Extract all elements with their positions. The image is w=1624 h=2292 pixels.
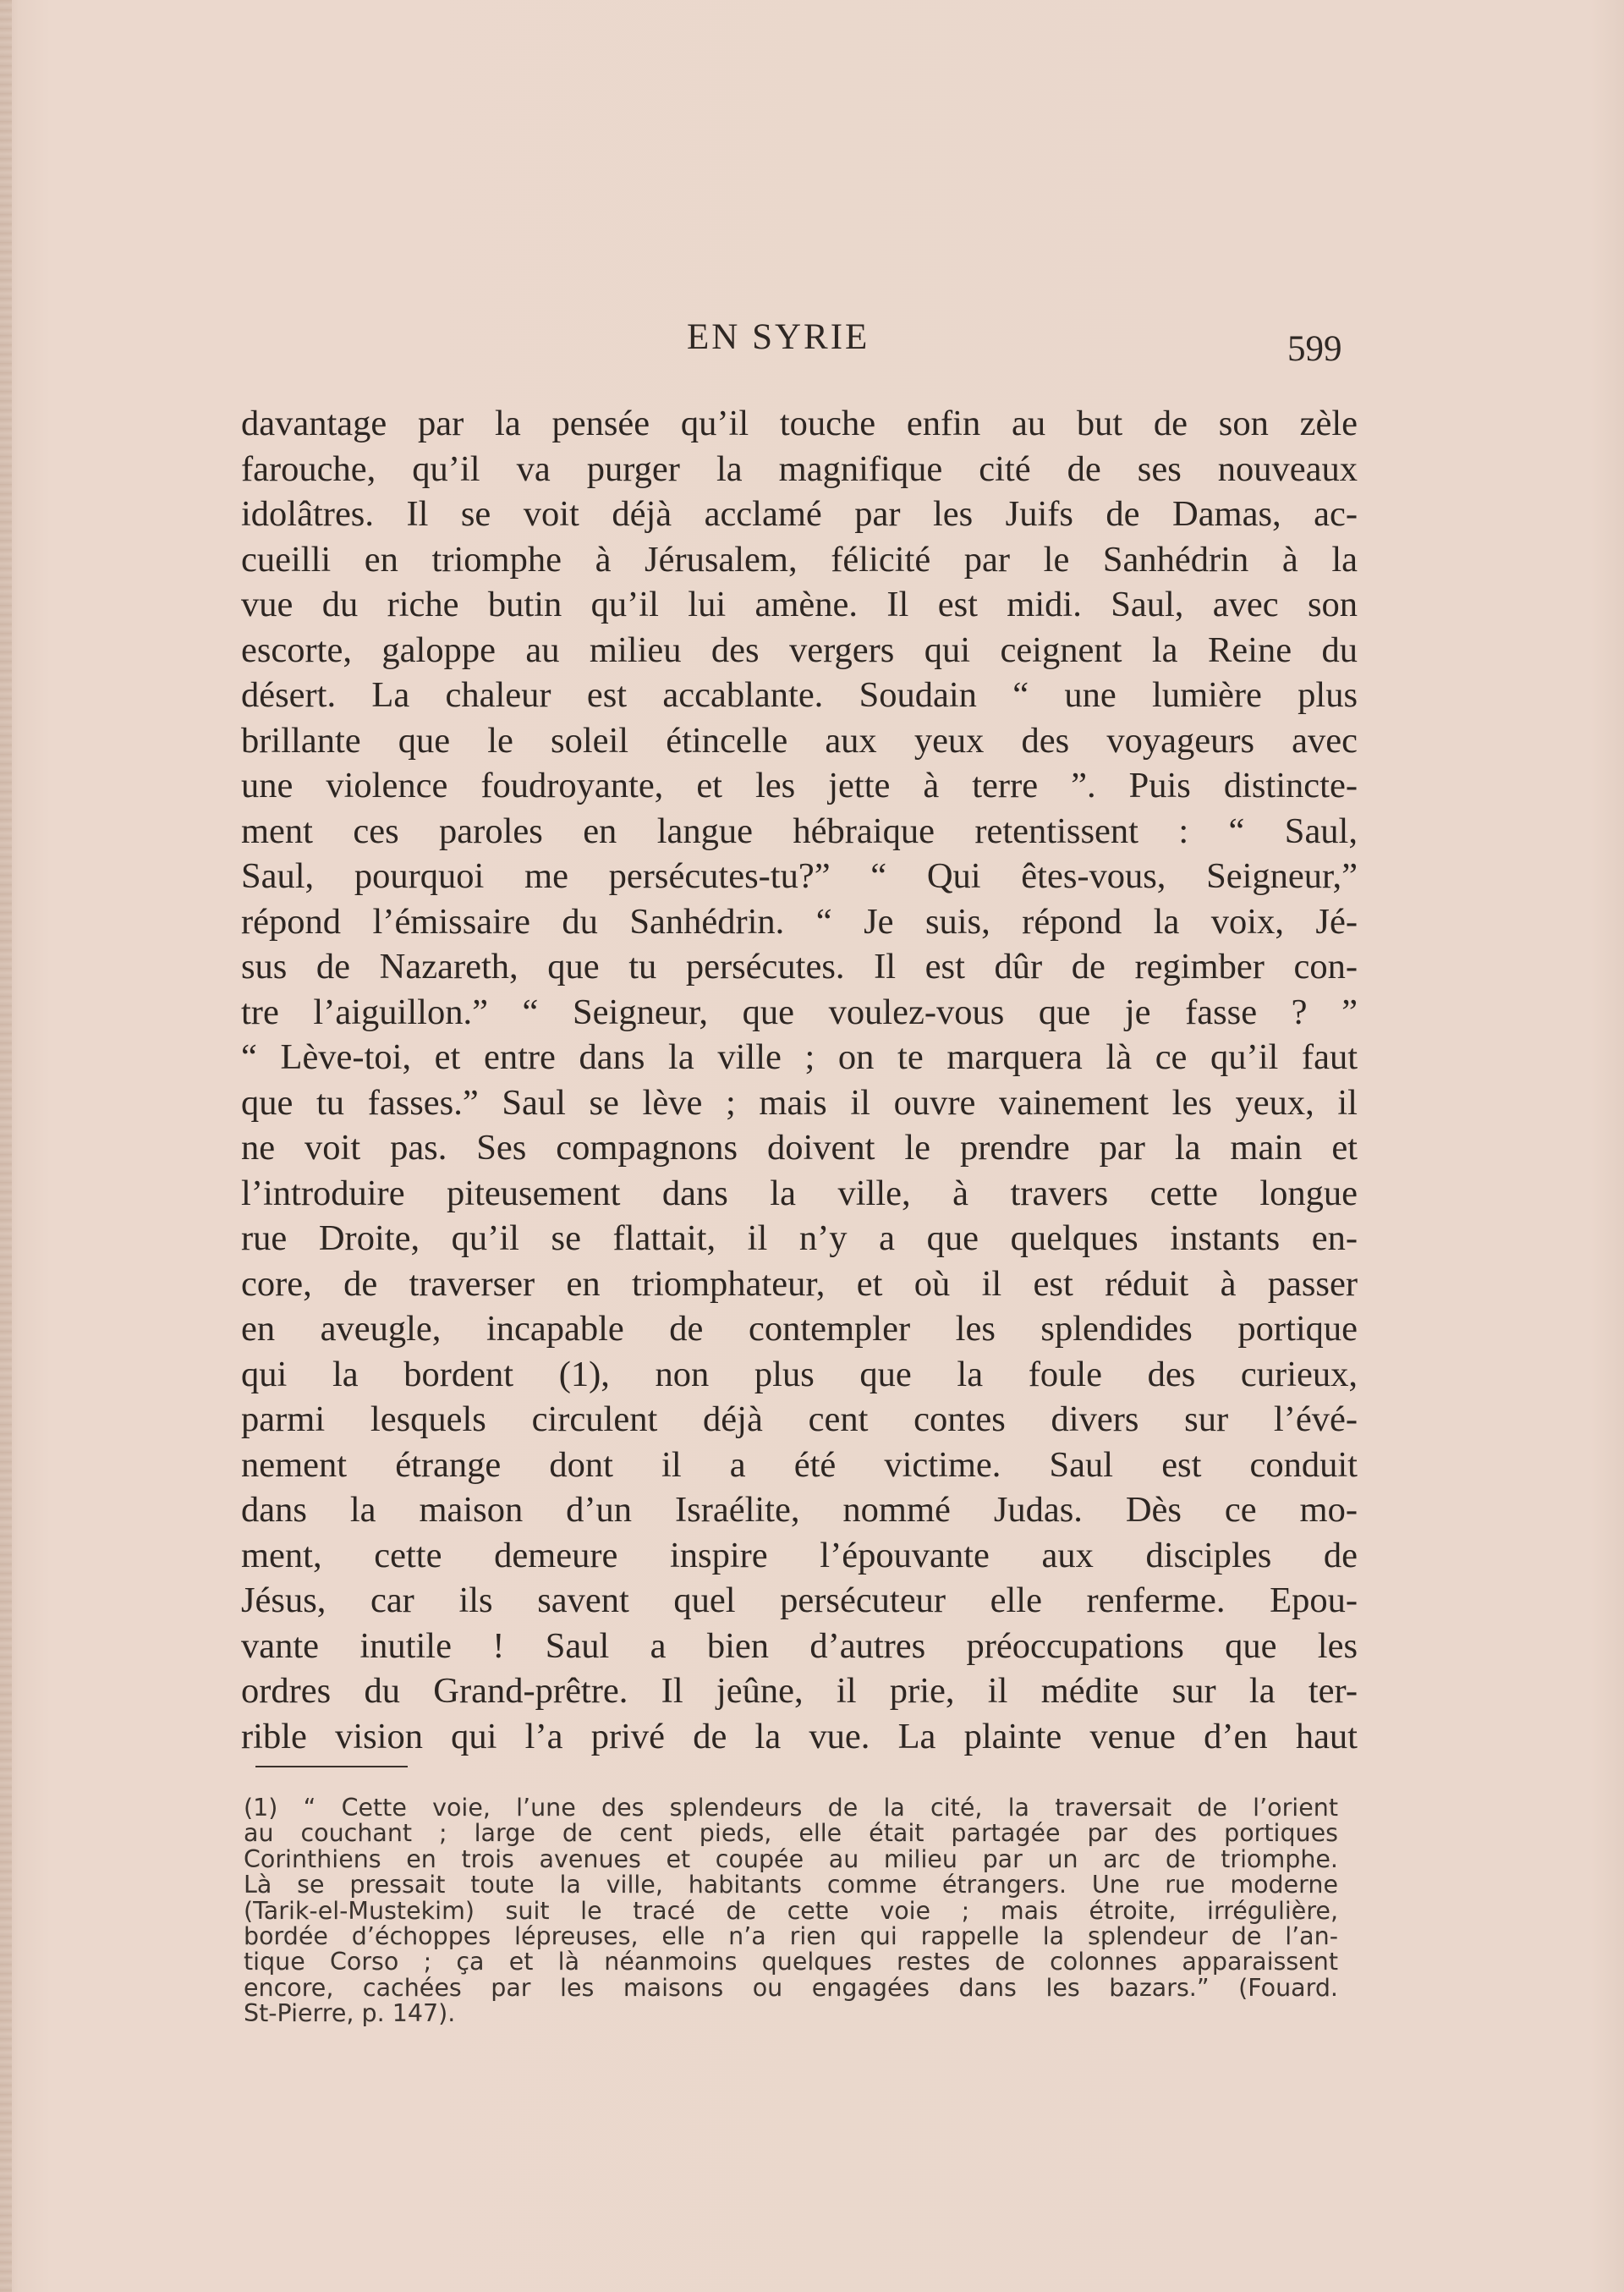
body-line: farouche, qu’il va purger la magnifique cité de ses nouveaux: [241, 448, 1358, 489]
body-line: désert. La chaleur est accablante. Soudain “ une lumière plus: [241, 675, 1358, 715]
body-line: une violence foudroyante, et les jette à terre ”. Puis distincte-: [241, 766, 1358, 805]
body-line: rible vision qui l’a privé de la vue. La plainte venue d’en haut: [241, 1716, 1358, 1756]
body-line: nement étrange dont il a été victime. Saul est conduit: [241, 1444, 1358, 1485]
footnote: [244, 1795, 1338, 2027]
body-line: “ Lève-toi, et entre dans la ville ; on te marquera là ce qu’il faut: [241, 1037, 1358, 1077]
body-line: qui la bordent (1), non plus que la foule des curieux,: [241, 1354, 1358, 1394]
footnote-line: (Tarik-el-Mustekim) suit le tracé de cette voie ; mais étroite, irrégulière,: [244, 1896, 1338, 1925]
page-binding-edge: [0, 0, 12, 2292]
body-line: vante inutile ! Saul a bien d’autres préoccupations que les: [241, 1625, 1358, 1666]
footnote-line: St-Pierre, p. 147).: [244, 1999, 456, 2028]
footnote-line: Là se pressait toute la ville, habitants comme étrangers. Une rue moderne: [244, 1871, 1338, 1899]
body-text: [241, 401, 1358, 1759]
body-line: sus de Nazareth, que tu persécutes. Il est dûr de regimber con-: [241, 947, 1358, 987]
body-line: Jésus, car ils savent quel persécuteur elle renferme. Epou-: [241, 1580, 1358, 1620]
footnote-line: bordée d’échoppes lépreuses, elle n’a rien qui rappelle la splendeur de l’an-: [244, 1921, 1338, 1950]
body-line: tre l’aiguillon.” “ Seigneur, que voulez-vous que je fasse ? ”: [241, 992, 1358, 1032]
footnote-line: tique Corso ; ça et là néanmoins quelques restes de colonnes apparaissent: [244, 1948, 1338, 1976]
body-line: ment, cette demeure inspire l’épouvante aux disciples de: [241, 1535, 1358, 1575]
body-line: en aveugle, incapable de contempler les splendides portique: [241, 1309, 1358, 1349]
body-line: core, de traverser en triomphateur, et où il est réduit à passer: [241, 1263, 1358, 1304]
body-line: cueilli en triomphe à Jérusalem, félicité par le Sanhédrin à la: [241, 539, 1358, 580]
body-line: idolâtres. Il se voit déjà acclamé par les Juifs de Damas, ac-: [241, 494, 1358, 534]
footnote-line: au couchant ; large de cent pieds, elle était partagée par des portiques: [244, 1819, 1338, 1848]
body-line: ne voit pas. Ses compagnons doivent le prendre par la main et: [241, 1128, 1358, 1168]
running-title: EN SYRIE: [687, 317, 870, 357]
body-line: dans la maison d’un Israélite, nommé Judas. Dès ce mo-: [241, 1490, 1358, 1530]
body-line: davantage par la pensée qu’il touche enfin au but de son zèle: [241, 404, 1358, 443]
body-line: brillante que le soleil étincelle aux yeux des voyageurs avec: [241, 720, 1358, 761]
footnote-line: encore, cachées par les maisons ou engagées dans les bazars.” (Fouard.: [244, 1973, 1338, 2002]
body-line: rue Droite, qu’il se flattait, il n’y a que quelques instants en-: [241, 1218, 1358, 1258]
body-line: escorte, galoppe au milieu des vergers qui ceignent la Reine du: [241, 629, 1358, 670]
footnote-line: Corinthiens en trois avenues et coupée au milieu par un arc de triomphe.: [244, 1844, 1338, 1873]
body-line: ment ces paroles en langue hébraique retentissent : “ Saul,: [241, 811, 1358, 851]
body-line: parmi lesquels circulent déjà cent contes divers sur l’évé-: [241, 1399, 1358, 1439]
body-line: ordres du Grand-prêtre. Il jeûne, il prie, il médite sur la ter-: [241, 1671, 1358, 1711]
body-line: vue du riche butin qu’il lui amène. Il est midi. Saul, avec son: [241, 585, 1358, 624]
body-line: que tu fasses.” Saul se lève ; mais il ouvre vainement les yeux, il: [241, 1082, 1358, 1123]
body-line: répond l’émissaire du Sanhédrin. “ Je suis, répond la voix, Jé-: [241, 901, 1358, 942]
footnote-line: (1) “ Cette voie, l’une des splendeurs de la cité, la traversait de l’orient: [244, 1794, 1338, 1822]
page-number: 599: [1287, 329, 1342, 369]
body-line: Saul, pourquoi me persécutes-tu?” “ Qui êtes-vous, Seigneur,”: [241, 856, 1358, 896]
body-line: l’introduire piteusement dans la ville, à travers cette longue: [241, 1173, 1358, 1213]
footnote-separator-rule: [255, 1766, 408, 1767]
